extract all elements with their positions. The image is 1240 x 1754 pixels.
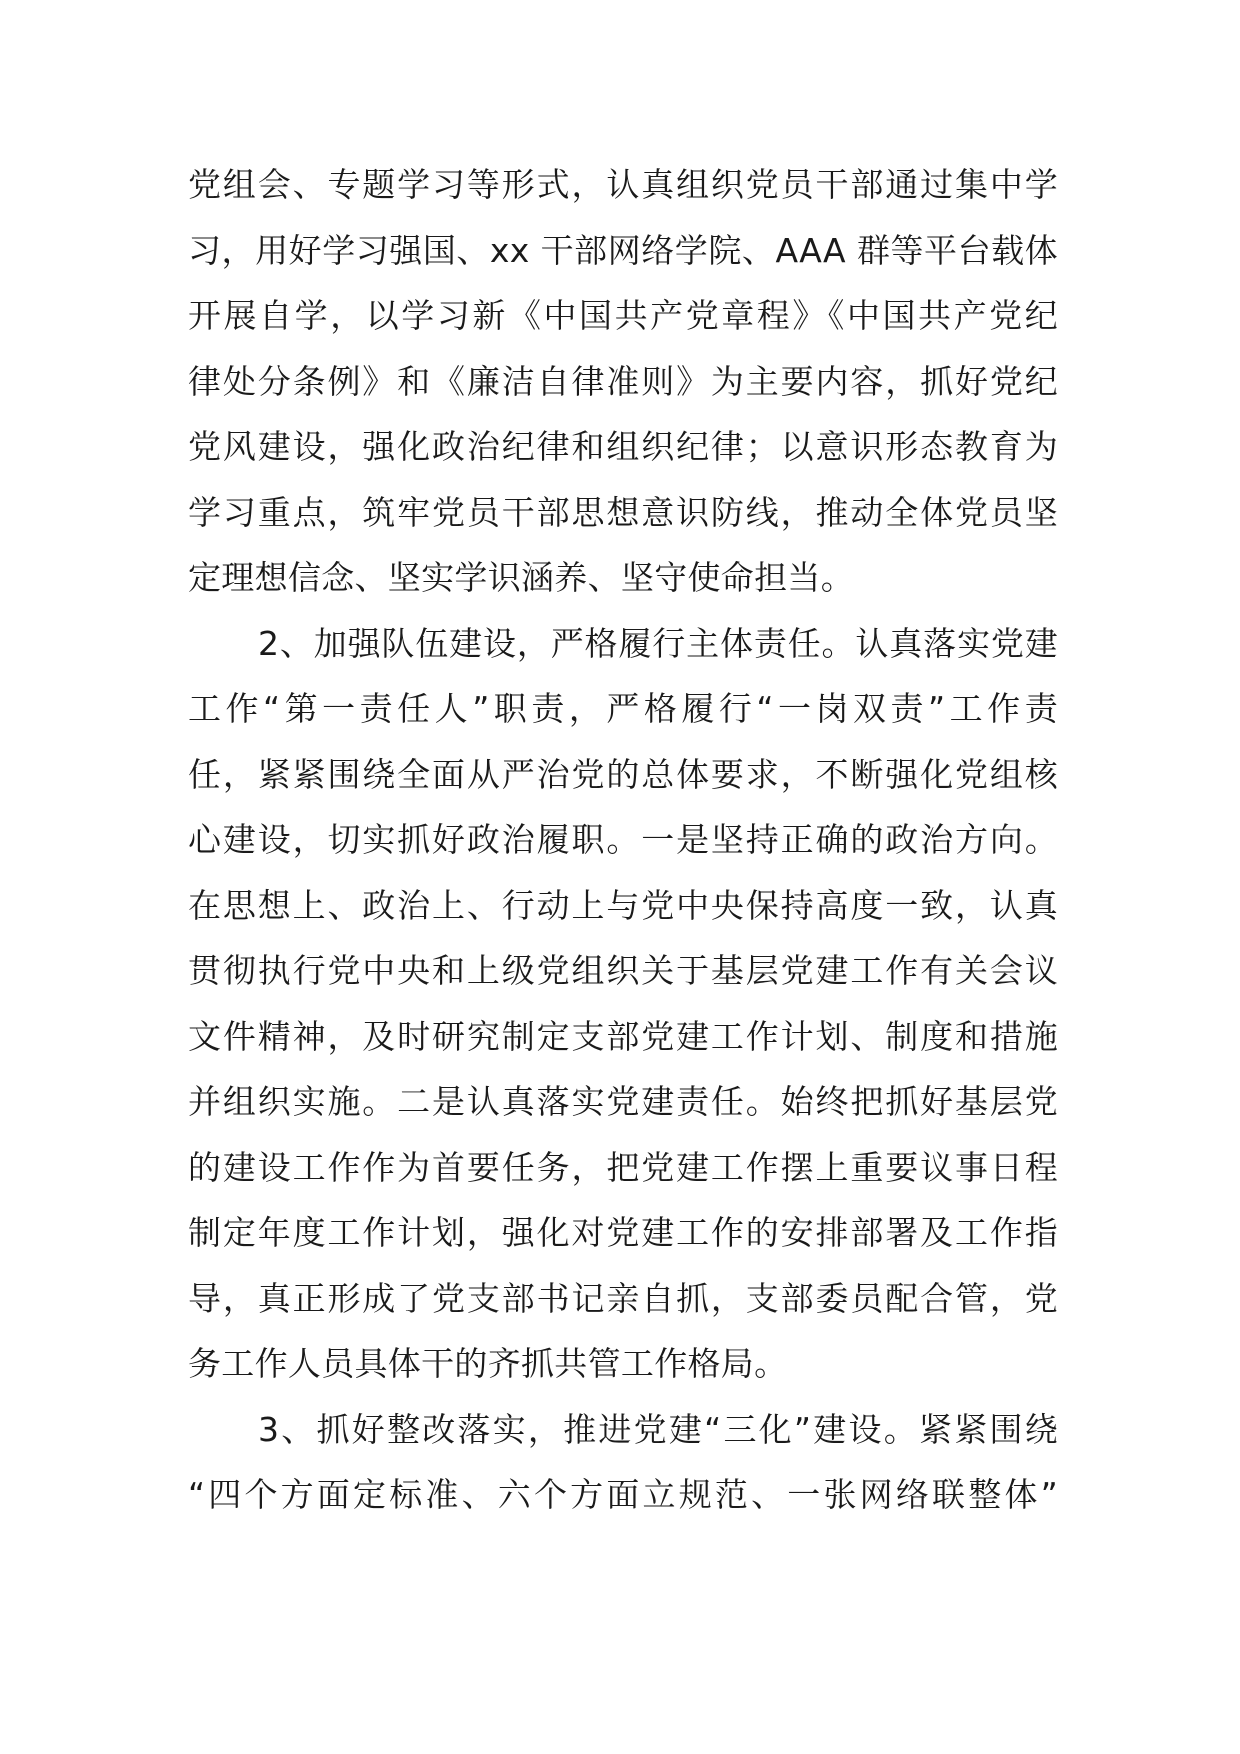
text-line: 制定年度工作计划，强化对党建工作的安排部署及工作指 [188, 1213, 1058, 1252]
text-line: 任，紧紧围绕全面从严治党的总体要求，不断强化党组核 [188, 754, 1058, 794]
text-line: 习，用好学习强国、xx 干部网络学院、AAA 群等平台载体 [188, 230, 1058, 270]
text-line: 的建设工作作为首要任务，把党建工作摆上重要议事日程 [188, 1147, 1058, 1187]
text-line: 律处分条例》和《廉洁自律准则》为主要内容，抓好党纪 [188, 361, 1058, 401]
text-line: 导，真正形成了党支部书记亲自抓，支部委员配合管，党 [188, 1278, 1058, 1318]
text-line: 党风建设，强化政治纪律和组织纪律；以意识形态教育为 [188, 427, 1058, 466]
text-line: 定理想信念、坚实学识涵养、坚守使命担当。 [188, 558, 854, 597]
text-line: 务工作人员具体干的齐抓共管工作格局。 [188, 1344, 788, 1383]
paragraph-start-line: 2、加强队伍建设，严格履行主体责任。认真落实党建 [258, 623, 1058, 663]
text-line: 贯彻执行党中央和上级党组织关于基层党建工作有关会议 [188, 951, 1058, 990]
text-line: “四个方面定标准、六个方面立规范、一张网络联整体” [188, 1475, 1058, 1514]
body-text [188, 152, 1058, 1528]
text-line: 在思想上、政治上、行动上与党中央保持高度一致，认真 [188, 885, 1058, 925]
text-line: 学习重点，筑牢党员干部思想意识防线，推动全体党员坚 [188, 492, 1058, 532]
text-line: 工作“第一责任人”职责，严格履行“一岗双责”工作责 [188, 689, 1058, 728]
text-line: 并组织实施。二是认真落实党建责任。始终把抓好基层党 [188, 1082, 1058, 1121]
text-line: 心建设，切实抓好政治履职。一是坚持正确的政治方向。 [188, 820, 1058, 859]
text-line: 文件精神，及时研究制定支部党建工作计划、制度和措施 [188, 1016, 1058, 1056]
paragraph-start-line: 3、抓好整改落实，推进党建“三化”建设。紧紧围绕 [258, 1409, 1058, 1449]
text-line: 党组会、专题学习等形式，认真组织党员干部通过集中学 [188, 165, 1058, 204]
text-line: 开展自学，以学习新《中国共产党章程》《中国共产党纪 [188, 296, 1058, 335]
